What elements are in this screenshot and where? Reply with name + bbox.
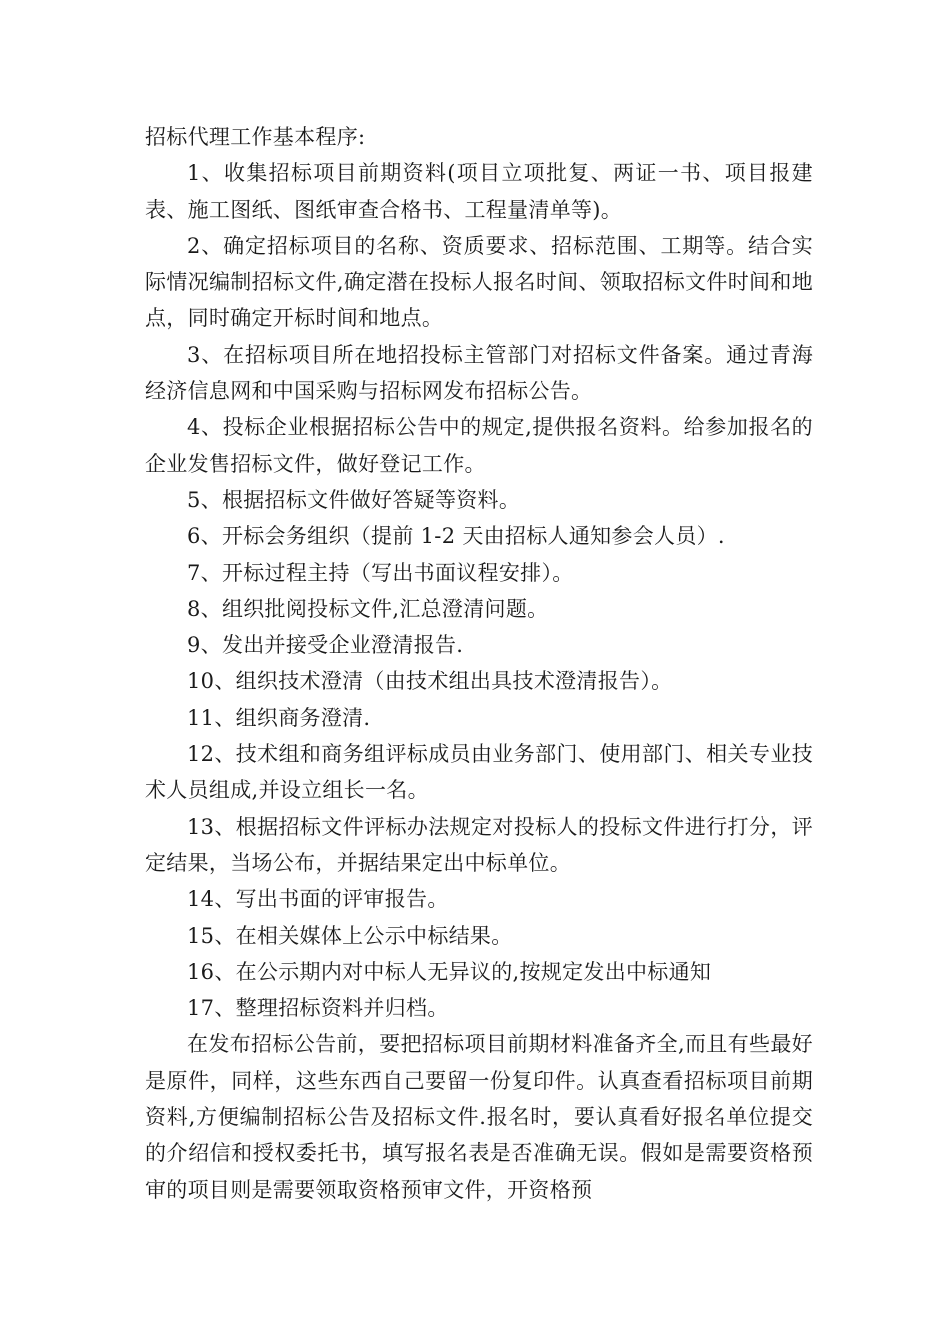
step-9: 9、发出并接受企业澄清报告.	[187, 633, 464, 658]
document-body	[145, 119, 813, 1208]
step-5: 5、根据招标文件做好答疑等资料。	[187, 487, 521, 512]
step-6: 6、开标会务组织（提前 1-2 天由招标人通知参会人员）.	[187, 524, 725, 549]
step-7: 7、开标过程主持（写出书面议程安排）。	[187, 560, 574, 585]
step-3: 3、在招标项目所在地招投标主管部门对招标文件备案。通过青海经济信息网和中国采购与招标网发布招标公告。	[145, 342, 813, 404]
document-heading: 招标代理工作基本程序:	[145, 125, 366, 149]
step-10: 10、组织技术澄清（由技术组出具技术澄清报告）。	[187, 669, 673, 694]
step-12: 12、技术组和商务组评标成员由业务部门、使用部门、相关专业技术人员组成,并设立组长一名。	[145, 742, 813, 803]
step-14: 14、写出书面的评审报告。	[187, 887, 449, 912]
step-11: 11、组织商务澄清.	[187, 705, 371, 730]
step-8: 8、组织批阅投标文件,汇总澄清问题。	[187, 596, 549, 621]
step-15: 15、在相关媒体上公示中标结果。	[187, 923, 513, 948]
step-4: 4、投标企业根据招标公告中的规定,提供报名资料。给参加报名的企业发售招标文件，做好登记工作。	[145, 415, 813, 476]
step-13: 13、根据招标文件评标办法规定对投标人的投标文件进行打分，评定结果，当场公布，并据结果定出中标单位。	[145, 814, 813, 875]
step-2: 2、确定招标项目的名称、资质要求、招标范围、工期等。结合实际情况编制招标文件,确定潜在投标人报名时间、领取招标文件时间和地点，同时确定开标时间和地点。	[145, 233, 813, 331]
step-1: 1、收集招标项目前期资料(项目立项批复、两证一书、项目报建表、施工图纸、图纸审查合格书、工程量清单等)。	[145, 161, 813, 222]
step-17: 17、整理招标资料并归档。	[187, 996, 449, 1021]
closing-paragraph: 在发布招标公告前，要把招标项目前期材料准备齐全,而且有些最好是原件，同样，这些东西自己要留一份复印件。认真查看招标项目前期资料,方便编制招标公告及招标文件.报名时，要认真看好报名单位提交的介绍信和授权委托书，填写报名表是否准确无误。假如是需要资格预审的项目则是需要领取资格预审文件，开资格预	[145, 1032, 813, 1202]
step-16: 16、在公示期内对中标人无异议的,按规定发出中标通知	[187, 959, 712, 984]
